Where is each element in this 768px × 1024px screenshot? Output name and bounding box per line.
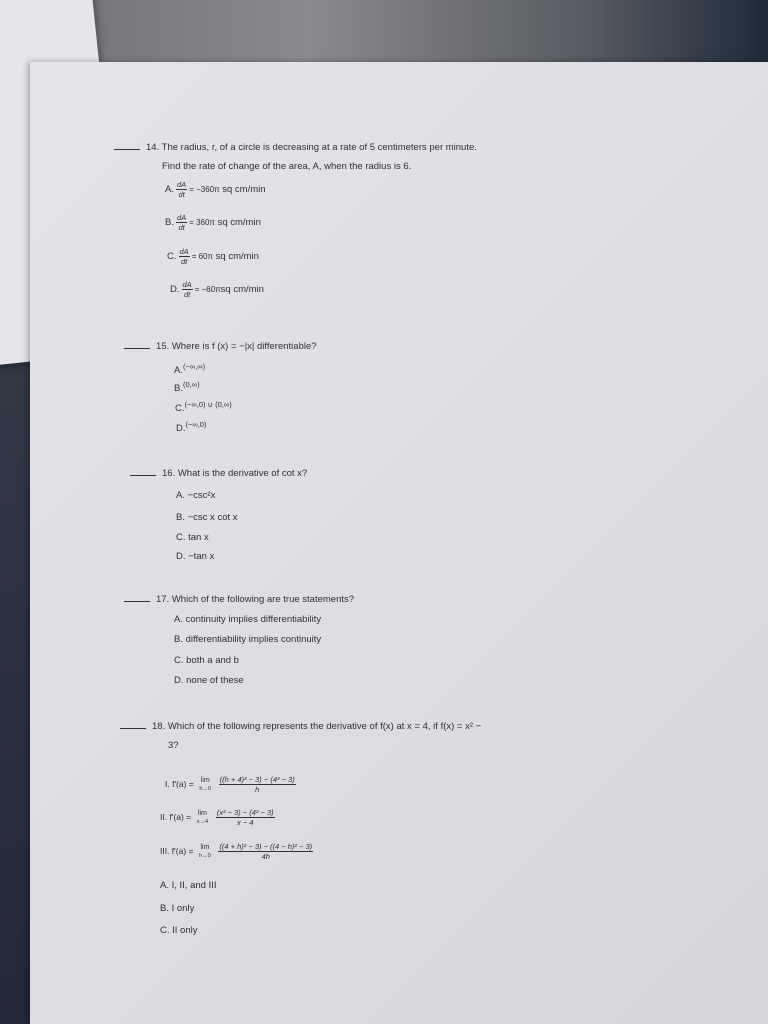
q16-prompt: 16. What is the derivative of cot x? xyxy=(130,468,307,479)
q15-option-d[interactable]: D.$^{(-\infty,0)}$ xyxy=(176,420,207,434)
answer-blank[interactable] xyxy=(130,475,156,476)
q15-option-c[interactable]: C.$^{(-\infty,0) \cup (0,\infty)}$ xyxy=(175,400,232,414)
answer-blank[interactable] xyxy=(124,601,150,602)
q16-option-b[interactable]: B. −csc x cot x xyxy=(176,512,238,523)
q18-statement-iii: III. f′(a) = lim h→0 $\frac{\text{((4 + h)² − 3) − ((4 − h)² − 3)}}{4h}$ xyxy=(160,842,313,861)
q17-option-b[interactable]: B. differentiability implies continuity xyxy=(174,634,322,645)
q18-option-a[interactable]: A. I, II, and III xyxy=(160,880,217,891)
answer-blank[interactable] xyxy=(114,149,140,150)
q14-option-c[interactable]: C. $\frac{dA}{dt}$ = 60π sq cm/min xyxy=(167,247,259,266)
answer-blank[interactable] xyxy=(124,348,150,349)
q14-option-b[interactable]: B. $\frac{dA}{dt}$ = 360π sq cm/min xyxy=(165,213,261,232)
q18-prompt: 18. Which of the following represents the derivative of f(x) at x = 4, if f(x) = x² − xyxy=(120,721,481,732)
q18-statement-ii: II. f′(a) = lim x→4 $\frac{\text{(x² − 3) − (4² − 3)}}{x - 4}$ xyxy=(160,808,274,827)
q18-prompt-2: 3? xyxy=(168,740,179,751)
q18-statement-i: I. f′(a) = lim h→0 $\frac{\text{((h + 4)² − 3) − (4² − 3)}}{h}$ xyxy=(165,775,295,794)
q15-option-b[interactable]: B.$^{(0,\infty)}$ xyxy=(174,380,200,394)
q17-option-c[interactable]: C. both a and b xyxy=(174,655,239,666)
q17-option-a[interactable]: A. continuity implies differentiability xyxy=(174,614,322,625)
q14-prompt: 14. The radius, r, of a circle is decreasing at a rate of 5 centimeters per minute. xyxy=(114,142,477,153)
q16-option-a[interactable]: A. −csc²x xyxy=(176,490,216,501)
q14-prompt-2: Find the rate of change of the area, A, when the radius is 6. xyxy=(162,161,412,172)
q14-option-d[interactable]: D. $\frac{dA}{dt}$ = −60πsq cm/min xyxy=(170,280,264,299)
q15-option-a[interactable]: A.(−∞,∞) xyxy=(174,362,206,376)
worksheet-page xyxy=(30,62,768,1024)
q14-option-a[interactable]: A. $\frac{dA}{dt}$ = −360π sq cm/min xyxy=(165,180,266,199)
q15-prompt: 15. Where is f (x) = −|x| differentiable? xyxy=(124,341,317,352)
q17-prompt: 17. Which of the following are true statements? xyxy=(124,594,354,605)
q16-option-d[interactable]: D. −tan x xyxy=(176,551,215,562)
q18-option-b[interactable]: B. I only xyxy=(160,903,195,914)
q16-option-c[interactable]: C. tan x xyxy=(176,532,209,543)
q18-option-c[interactable]: C. II only xyxy=(160,925,198,936)
q17-option-d[interactable]: D. none of these xyxy=(174,675,244,686)
answer-blank[interactable] xyxy=(120,728,146,729)
